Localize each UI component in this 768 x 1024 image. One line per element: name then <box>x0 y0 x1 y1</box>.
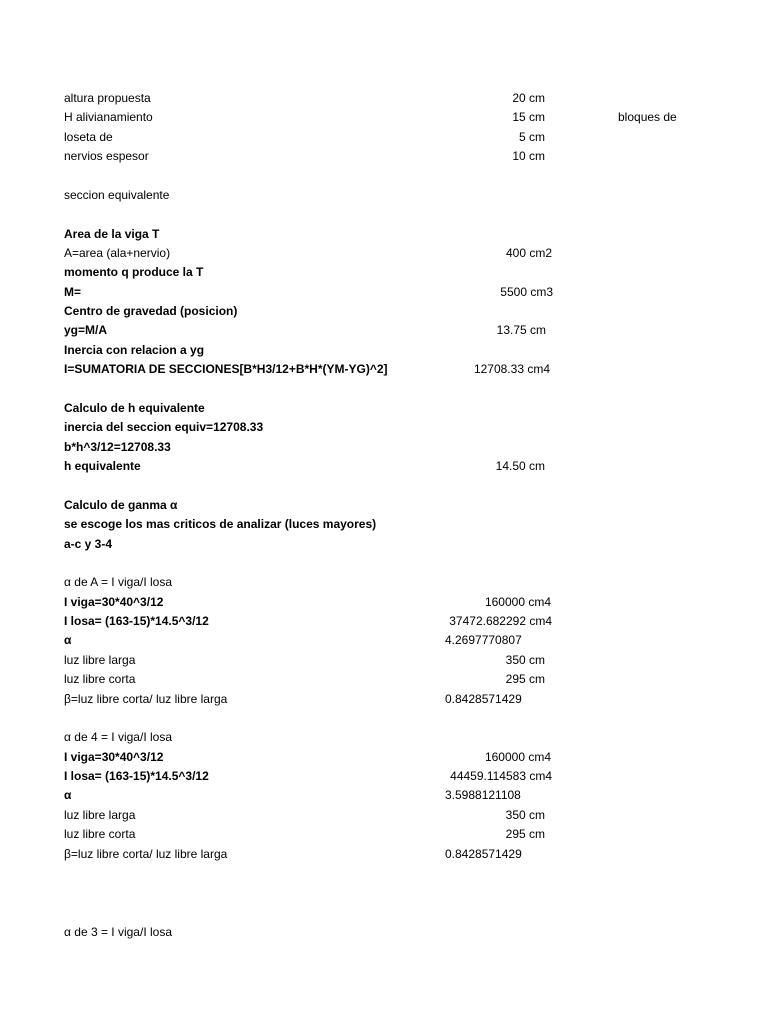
row-label: α <box>64 633 72 647</box>
row-label: Centro de gravedad (posicion) <box>64 304 238 318</box>
row-h-equivalente <box>0 457 768 476</box>
row-label: Calculo de ganma α <box>64 498 178 512</box>
row-luz-larga-a <box>0 651 768 670</box>
row-alpha-3 <box>0 923 768 942</box>
row-inercia-equiv <box>0 418 768 437</box>
row-value: 37472.682292 cm4 <box>449 614 552 628</box>
row-label: a-c y 3-4 <box>64 537 113 551</box>
row-label: α de 3 = I viga/I losa <box>64 925 172 939</box>
row-nervios-espesor <box>0 147 768 166</box>
row-label: loseta de <box>64 130 113 144</box>
row-label: h equivalente <box>64 459 141 473</box>
row-label: H alivianamiento <box>64 110 153 124</box>
row-m <box>0 283 768 302</box>
row-alpha-a <box>0 573 768 592</box>
row-seccion-equivalente <box>0 186 768 205</box>
row-value: 350 cm <box>505 653 545 667</box>
row-bh3 <box>0 438 768 457</box>
row-i-losa-a <box>0 612 768 631</box>
row-alpha-value-4 <box>0 786 768 805</box>
row-calculo-ganma <box>0 496 768 515</box>
row-area <box>0 244 768 263</box>
row-inercia-yg <box>0 341 768 360</box>
row-label: Calculo de h equivalente <box>64 401 205 415</box>
row-alpha-value-a <box>0 631 768 650</box>
row-label: luz libre corta <box>64 827 136 841</box>
row-value: 160000 cm4 <box>484 595 551 609</box>
row-value: 14.50 cm <box>495 459 545 473</box>
row-label: Inercia con relacion a yg <box>64 343 205 357</box>
row-i-viga-a <box>0 593 768 612</box>
row-value: 20 cm <box>512 91 545 105</box>
row-sumatoria <box>0 360 768 379</box>
row-criticos <box>0 515 768 534</box>
row-i-viga-4 <box>0 748 768 767</box>
row-label: I viga=30*40^3/12 <box>64 595 164 609</box>
row-label: luz libre larga <box>64 808 136 822</box>
row-luz-larga-4 <box>0 806 768 825</box>
row-momento <box>0 263 768 282</box>
row-value: 400 cm2 <box>505 246 552 260</box>
row-luz-corta-a <box>0 670 768 689</box>
row-label: α <box>64 788 72 802</box>
row-value: 350 cm <box>505 808 545 822</box>
row-label: luz libre larga <box>64 653 136 667</box>
row-value: 12708.33 cm4 <box>473 362 550 376</box>
row-note: bloques de <box>618 110 677 124</box>
row-value: 10 cm <box>512 149 545 163</box>
row-value: 5 cm <box>518 130 545 144</box>
row-label: α de A = I viga/I losa <box>64 575 173 589</box>
row-value: 0.8428571429 <box>445 847 522 861</box>
row-altura-propuesta <box>0 89 768 108</box>
row-value: 0.8428571429 <box>445 692 522 706</box>
row-value: 15 cm <box>512 110 545 124</box>
row-value: 5500 cm3 <box>500 285 553 299</box>
row-i-losa-4 <box>0 767 768 786</box>
row-label: I=SUMATORIA DE SECCIONES[B*H3/12+B*H*(YM-YG)^2] <box>64 362 388 376</box>
row-label: momento q produce la T <box>64 265 204 279</box>
row-label: I losa= (163-15)*14.5^3/12 <box>64 769 209 783</box>
row-label: inercia del seccion equiv=12708.33 <box>64 420 264 434</box>
row-label: b*h^3/12=12708.33 <box>64 440 171 454</box>
row-label: se escoge los mas criticos de analizar (luces mayores) <box>64 517 377 531</box>
row-value: 44459.114583 cm4 <box>450 769 552 783</box>
row-label: yg=M/A <box>64 323 108 337</box>
row-label: α de 4 = I viga/I losa <box>64 730 172 744</box>
row-loseta <box>0 128 768 147</box>
row-label: β=luz libre corta/ luz libre larga <box>64 692 228 706</box>
row-centro-gravedad <box>0 302 768 321</box>
row-value: 295 cm <box>505 672 545 686</box>
row-label: Area de la viga T <box>64 227 160 241</box>
row-value: 295 cm <box>505 827 545 841</box>
row-beta-a <box>0 690 768 709</box>
row-luz-corta-4 <box>0 825 768 844</box>
row-value: 160000 cm4 <box>484 750 551 764</box>
row-area-viga-t <box>0 225 768 244</box>
row-ac34 <box>0 535 768 554</box>
row-yg <box>0 321 768 340</box>
row-calculo-h <box>0 399 768 418</box>
row-value: 4.2697770807 <box>445 633 522 647</box>
row-label: seccion equivalente <box>64 188 170 202</box>
row-label: nervios espesor <box>64 149 149 163</box>
row-h-alivianamiento <box>0 108 768 127</box>
row-label: altura propuesta <box>64 91 151 105</box>
row-alpha-4 <box>0 728 768 747</box>
row-label: A=area (ala+nervio) <box>64 246 171 260</box>
row-value: 3.5988121108 <box>445 788 521 802</box>
row-label: luz libre corta <box>64 672 136 686</box>
row-label: I losa= (163-15)*14.5^3/12 <box>64 614 209 628</box>
row-value: 13.75 cm <box>496 323 546 337</box>
row-label: M= <box>64 285 82 299</box>
row-beta-4 <box>0 845 768 864</box>
row-label: β=luz libre corta/ luz libre larga <box>64 847 228 861</box>
row-label: I viga=30*40^3/12 <box>64 750 164 764</box>
